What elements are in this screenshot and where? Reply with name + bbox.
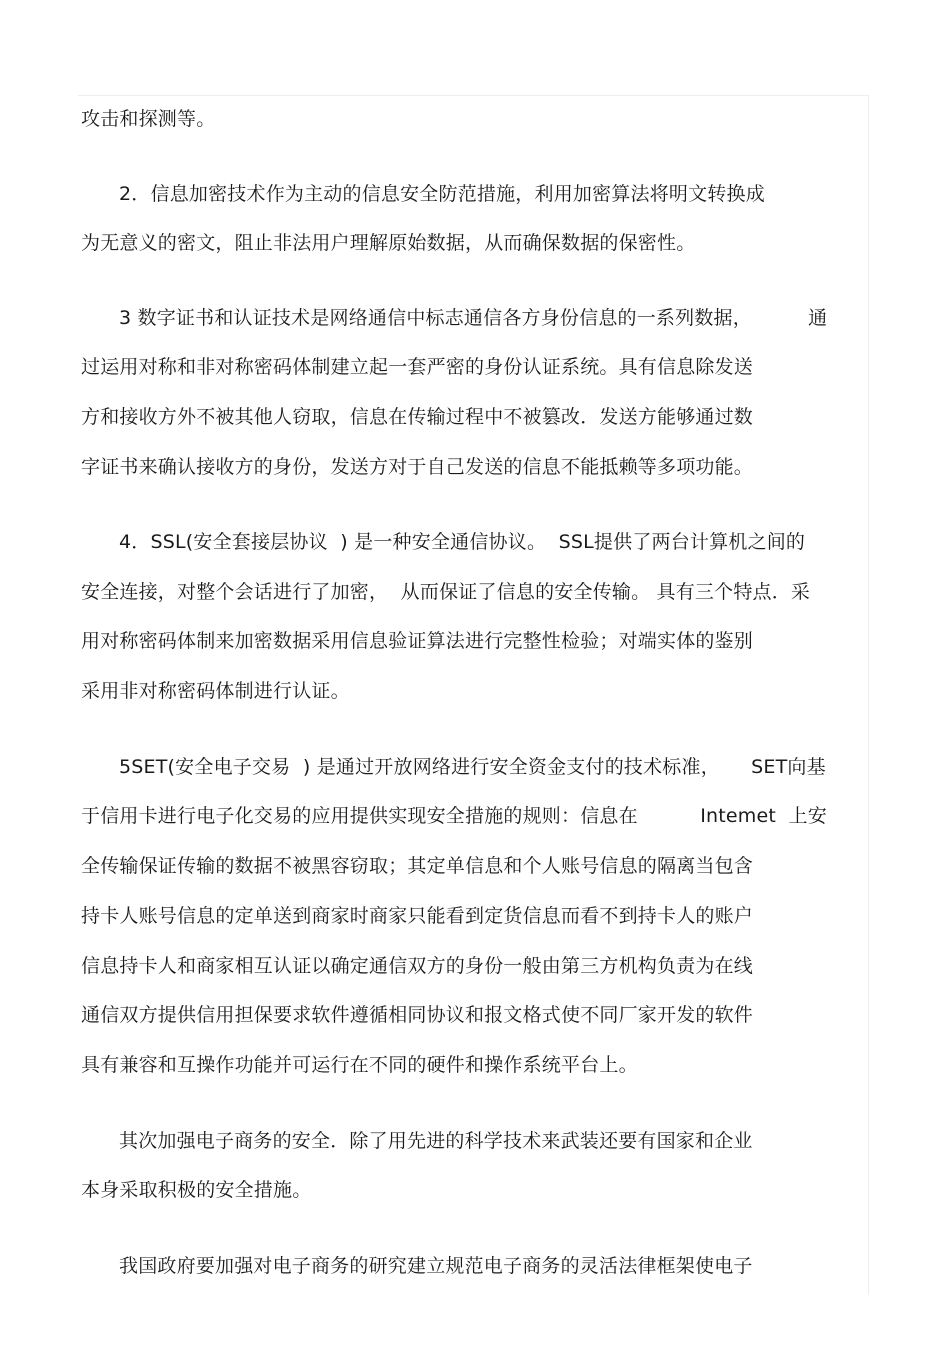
text-line: 3 数字证书和认证技术是网络通信中标志通信各方身份信息的一系列数据， 通 xyxy=(119,307,828,329)
text-line: 为无意义的密文，阻止非法用户理解原始数据，从而确保数据的保密性。 xyxy=(81,232,696,254)
text-line: 全传输保证传输的数据不被黑容窃取；其定单信息和个人账号信息的隔离当包含 xyxy=(81,855,754,877)
text-line: 2．信息加密技术作为主动的信息安全防范措施，利用加密算法将明文转换成 xyxy=(119,183,765,205)
text-line: 安全连接，对整个会话进行了加密， 从而保证了信息的安全传输。 具有三个特点．采 xyxy=(81,581,811,603)
text-line: 字证书来确认接收方的身份，发送方对于自己发送的信息不能抵赖等多项功能。 xyxy=(81,456,754,478)
text-line: 于信用卡进行电子化交易的应用提供实现安全措施的规则：信息在 Intemet 上安 xyxy=(81,805,827,827)
text-line: 通信双方提供信用担保要求软件遵循相同协议和报文格式使不同厂家开发的软件 xyxy=(81,1004,754,1026)
text-line: 持卡人账号信息的定单送到商家时商家只能看到定货信息而看不到持卡人的账户 xyxy=(81,905,754,927)
text-line: 具有兼容和互操作功能并可运行在不同的硬件和操作系统平台上。 xyxy=(81,1054,638,1076)
text-line: 5SET(安全电子交易 ) 是通过开放网络进行安全资金支付的技术标准， SET向基 xyxy=(119,756,826,778)
text-line: 过运用对称和非对称密码体制建立起一套严密的身份认证系统。具有信息除发送 xyxy=(81,356,754,378)
text-line: 我国政府要加强对电子商务的研究建立规范电子商务的灵活法律框架使电子 xyxy=(119,1255,753,1277)
text-line: 其次加强电子商务的安全．除了用先进的科学技术来武装还要有国家和企业 xyxy=(119,1130,753,1152)
text-line: 采用非对称密码体制进行认证。 xyxy=(81,680,350,702)
text-line: 方和接收方外不被其他人窃取，信息在传输过程中不被篡改．发送方能够通过数 xyxy=(81,406,754,428)
text-line: 攻击和探测等。 xyxy=(81,108,216,130)
text-line: 本身采取积极的安全措施。 xyxy=(81,1179,312,1201)
text-line: 信息持卡人和商家相互认证以确定通信双方的身份一般由第三方机构负责为在线 xyxy=(81,955,754,977)
text-line: 4．SSL(安全套接层协议 ) 是一种安全通信协议。 SSL提供了两台计算机之间的 xyxy=(119,531,806,553)
text-line: 用对称密码体制来加密数据采用信息验证算法进行完整性检验；对端实体的鉴别 xyxy=(81,630,754,652)
